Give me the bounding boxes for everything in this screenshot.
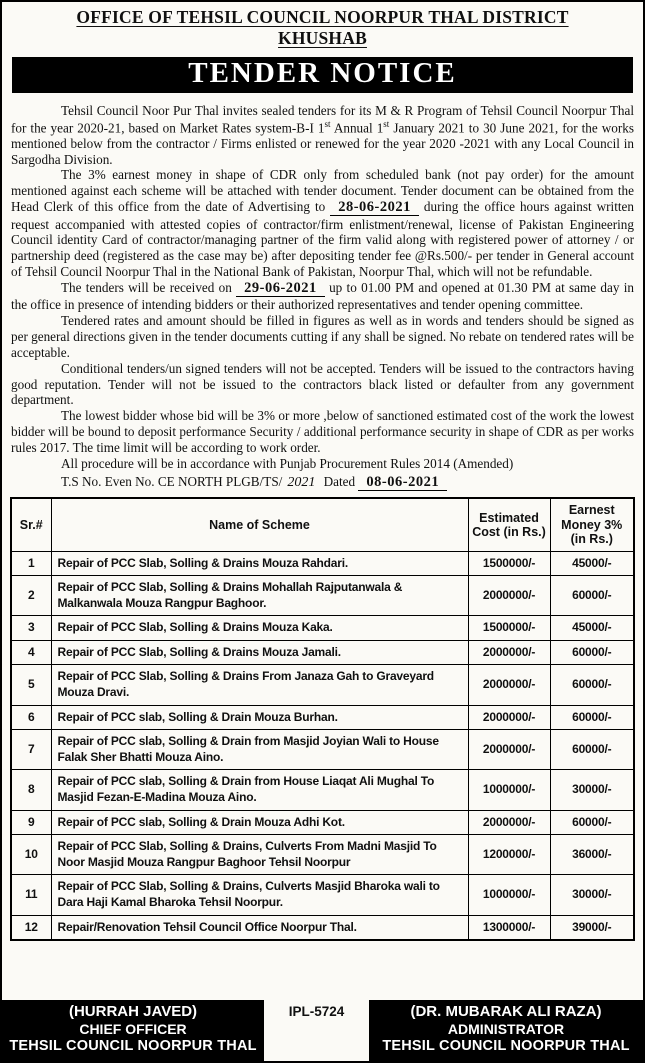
cell-cost: 1000000/- [468, 770, 550, 810]
header-sr: Sr.# [11, 498, 51, 551]
signatory-right-org: TEHSIL COUNCIL NOORPUR THAL [382, 1038, 630, 1055]
cell-scheme: Repair of PCC slab, Solling & Drain Mouza Adhi Kot. [51, 810, 468, 835]
cell-scheme: Repair of PCC Slab, Solling & Drains Mouza Rahdari. [51, 551, 468, 576]
paragraph-earnest-money: The 3% earnest money in shape of CDR only from scheduled bank (not pay order) for the amount mentioned against each scheme will be attached with tender document. Tender document can be obtained from the Head Clerk of this office from the date of Advertising to 28-06-2021 during the office hours against written request accompanied with attested copies of contractor/firm enlistment/renewal, license of Pakistan Engineering Council identity Card of contractor/managing partner of the firm valid along with registered power of attorney / or partnership deed (registered as the case may be) after depositing tender fee @Rs.500/- per tender in General account of Tehsil Council Noorpur Thal in the National Bank of Pakistan, Noorpur Thal, which will not be refundable. [11, 167, 634, 280]
cell-sr: 4 [11, 640, 51, 665]
table-row [11, 640, 634, 665]
cell-sr: 1 [11, 551, 51, 576]
ts-year-handwritten: 2021 [287, 474, 316, 490]
header-scheme: Name of Scheme [51, 498, 468, 551]
cell-cost: 1500000/- [468, 551, 550, 576]
cell-scheme: Repair of PCC Slab, Solling & Drains From Janaza Gah to Graveyard Mouza Dravi. [51, 665, 468, 705]
paragraph-invitation: Tehsil Council Noor Pur Thal invites sealed tenders for its M & R Program of Tehsil Council Noorpur Thal for the year 2020-21, based on Market Rates system-B-I 1st Annual 1st January 2021 to 30 June 2021, for the works mentioned below from the contractor / Firms enlisted or renewed for the year 2020 -2021 with any Local Council in Sargodha Division. [11, 102, 634, 167]
header-earnest: Earnest Money 3% (in Rs.) [550, 498, 634, 551]
cell-cost: 1500000/- [468, 616, 550, 641]
cell-cost: 1000000/- [468, 875, 550, 915]
cell-earnest: 45000/- [550, 551, 634, 576]
office-title-line1: OFFICE OF TEHSIL COUNCIL NOORPUR THAL DISTRICT [76, 7, 569, 27]
header-cost: Estimated Cost (in Rs.) [468, 498, 550, 551]
table-row [11, 616, 634, 641]
cell-scheme: Repair/Renovation Tehsil Council Office Noorpur Thal. [51, 915, 468, 940]
schemes-table [10, 497, 635, 941]
cell-sr: 5 [11, 665, 51, 705]
cell-sr: 2 [11, 576, 51, 616]
paragraph-invitation-text: Tehsil Council Noor Pur Thal invites sealed tenders for its M & R Program of Tehsil Council Noorpur Thal for the year 2020-21, based on Market Rates system-B-I 1 [11, 102, 634, 135]
cell-scheme: Repair of PCC Slab, Solling & Drains Mouza Kaka. [51, 616, 468, 641]
table-row [11, 875, 634, 915]
table-row [11, 551, 634, 576]
table-row [11, 810, 634, 835]
cell-sr: 6 [11, 705, 51, 730]
table-row [11, 665, 634, 705]
signatory-left-org: TEHSIL COUNCIL NOORPUR THAL [9, 1038, 257, 1055]
cell-cost: 2000000/- [468, 730, 550, 770]
superscript-st: st [324, 118, 331, 129]
signatory-right-name: (DR. MUBARAK ALI RAZA) [410, 1002, 602, 1020]
cell-scheme: Repair of PCC Slab, Solling & Drains, Culverts From Madni Masjid To Noor Masjid Mouza Rangpur Baghoor Tehsil Noorpur [51, 835, 468, 875]
signature-footer [2, 1000, 643, 1061]
notice-dated: 08-06-2021 [358, 474, 447, 491]
table-row [11, 915, 634, 940]
cell-earnest: 30000/- [550, 875, 634, 915]
table-header-row [11, 498, 634, 551]
paragraph-receiving-date: The tenders will be received on 29-06-2021 up to 01.00 PM and opened at 01.30 PM at same day in the office in presence of intending bidders or their authorized representatives and tender opening committee. [11, 279, 634, 313]
paragraph-lowest-bidder: The lowest bidder whose bid will be 3% or more ,below of sanctioned estimated cost of the work the lowest bidder will be bound to deposit performance Security / additional performance security in shape of CDR as per works rules 2017. The time limit will be according to work order. [11, 408, 634, 455]
notice-body [2, 101, 643, 492]
signatory-left-title: CHIEF OFFICER [79, 1021, 187, 1038]
cell-cost: 2000000/- [468, 665, 550, 705]
paragraph-conditional-tenders: Conditional tenders/un signed tenders will not be accepted. Tenders will be issued to the contractors having good reputation. Tender will not be issued to the contractors black listed or defaulter from any government department. [11, 360, 634, 408]
cell-scheme: Repair of PCC Slab, Solling & Drains, Culverts Masjid Bharoka wali to Dara Haji Kamal Bharoka Tehsil Noorpur. [51, 875, 468, 915]
tender-notice-banner: TENDER NOTICE [12, 57, 633, 93]
cell-scheme: Repair of PCC slab, Solling & Drain from Masjid Joyian Wali to House Falak Sher Bhatti Mouza Aino. [51, 730, 468, 770]
cell-sr: 11 [11, 875, 51, 915]
table-row [11, 770, 634, 810]
cell-cost: 1300000/- [468, 915, 550, 940]
cell-sr: 12 [11, 915, 51, 940]
advert-code: IPL-5724 [288, 1003, 345, 1019]
document-header [2, 2, 643, 50]
cell-cost: 2000000/- [468, 576, 550, 616]
cell-sr: 8 [11, 770, 51, 810]
signatory-right-title: ADMINISTRATOR [447, 1021, 565, 1038]
cell-earnest: 60000/- [550, 576, 634, 616]
table-row [11, 705, 634, 730]
cell-cost: 1200000/- [468, 835, 550, 875]
cell-earnest: 60000/- [550, 665, 634, 705]
cell-sr: 3 [11, 616, 51, 641]
cell-earnest: 30000/- [550, 770, 634, 810]
cell-sr: 9 [11, 810, 51, 835]
cell-scheme: Repair of PCC slab, Solling & Drain from House Liaqat Ali Mughal To Masjid Fezan-E-Madina Mouza Aino. [51, 770, 468, 810]
receiving-date: 29-06-2021 [236, 280, 325, 297]
cell-earnest: 36000/- [550, 835, 634, 875]
cell-earnest: 45000/- [550, 616, 634, 641]
office-title-line2: KHUSHAB [278, 28, 367, 49]
signatory-left-name: (HURRAH JAVED) [68, 1002, 198, 1020]
table-row [11, 730, 634, 770]
advertising-date: 28-06-2021 [330, 199, 419, 216]
cell-earnest: 60000/- [550, 810, 634, 835]
cell-scheme: Repair of PCC slab, Solling & Drain Mouza Burhan. [51, 705, 468, 730]
signatory-left-block [2, 1000, 264, 1061]
cell-sr: 7 [11, 730, 51, 770]
paragraph-procurement-rules: All procedure will be in accordance with Punjab Procurement Rules 2014 (Amended) [61, 455, 514, 471]
superscript-st: st [383, 118, 390, 129]
cell-scheme: Repair of PCC Slab, Solling & Drains Mohallah Rajputanwala & Malkanwala Mouza Rangpur Baghoor. [51, 576, 468, 616]
cell-scheme: Repair of PCC Slab, Solling & Drains Mouza Jamali. [51, 640, 468, 665]
table-row [11, 835, 634, 875]
cell-earnest: 60000/- [550, 640, 634, 665]
cell-earnest: 39000/- [550, 915, 634, 940]
signatory-right-block [369, 1000, 643, 1061]
cell-cost: 2000000/- [468, 810, 550, 835]
table-row [11, 576, 634, 616]
paragraph-tendered-rates: Tendered rates and amount should be filled in figures as well as in words and tenders should be signed as per general directions given in the tender documents cutting if any shall be signed. No rebate on tendered rates will be acceptable. [11, 313, 634, 360]
cell-sr: 10 [11, 835, 51, 875]
cell-earnest: 60000/- [550, 705, 634, 730]
ts-number-line: T.S No. Even No. CE NORTH PLGB/TS/ 2021 Dated 08-06-2021 [11, 474, 634, 492]
cell-cost: 2000000/- [468, 705, 550, 730]
cell-cost: 2000000/- [468, 640, 550, 665]
cell-earnest: 60000/- [550, 730, 634, 770]
